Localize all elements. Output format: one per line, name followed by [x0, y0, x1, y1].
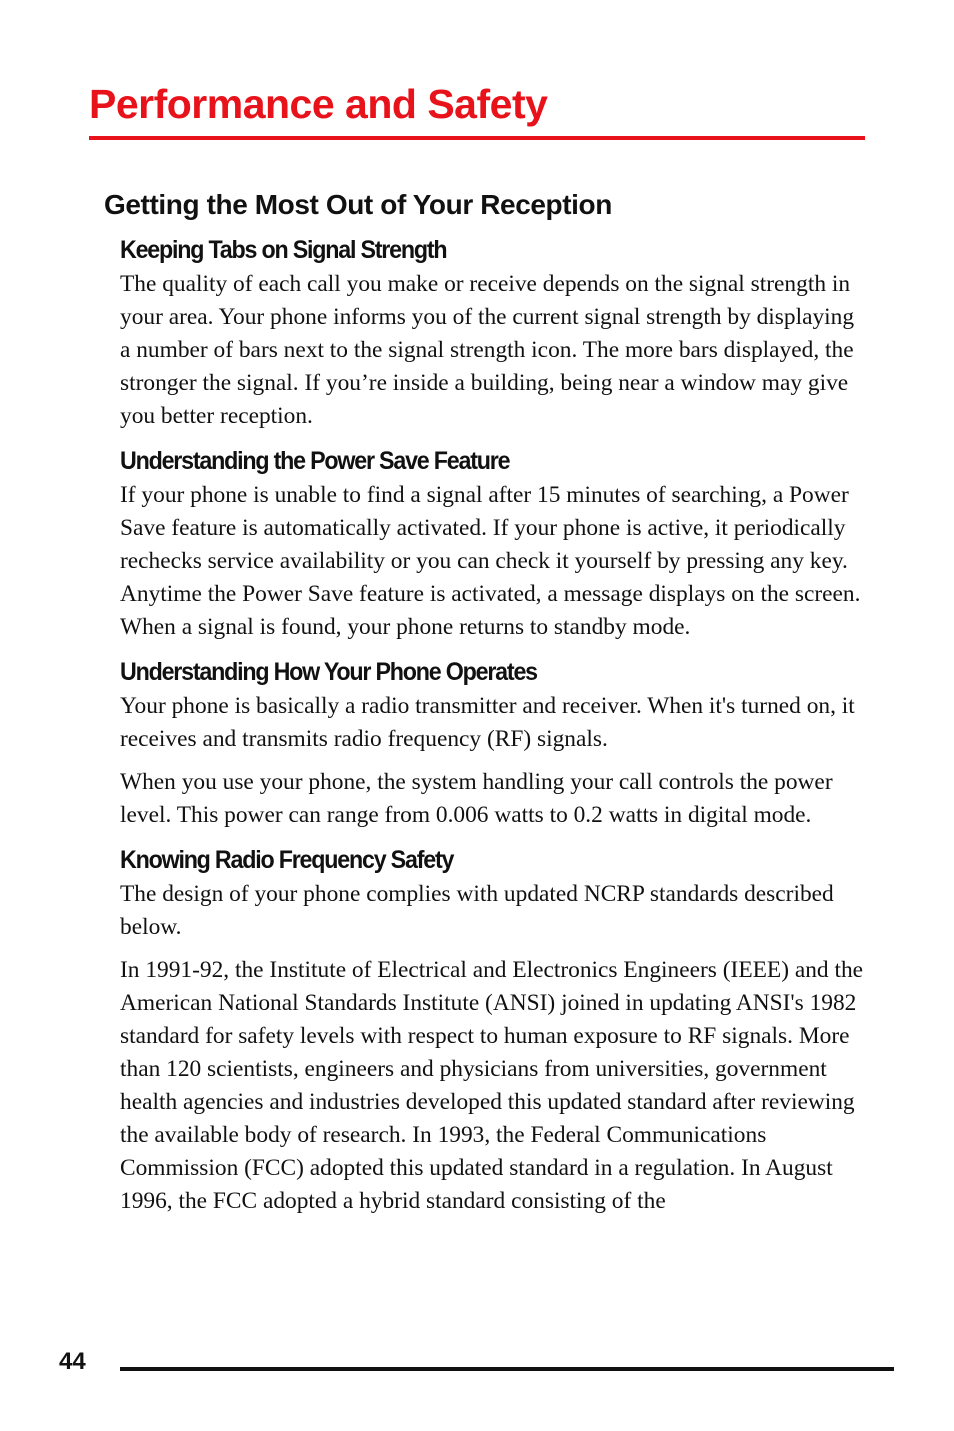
subheading-signal-strength: Keeping Tabs on Signal Strength	[120, 236, 447, 264]
footer-rule	[120, 1367, 894, 1371]
section-signal-strength	[120, 232, 870, 433]
paragraph: The design of your phone complies with updated NCRP standards described below.	[120, 881, 834, 940]
paragraph: When you use your phone, the system handling your call controls the power level. This power can range from 0.006 watts to 0.2 watts in digital mode.	[120, 769, 833, 828]
page-number: 44	[59, 1348, 86, 1375]
body-column	[120, 232, 870, 1228]
title-rule	[89, 136, 865, 140]
section-heading: Getting the Most Out of Your Reception	[104, 189, 612, 220]
section-phone-operates	[120, 654, 870, 832]
paragraph: The quality of each call you make or receive depends on the signal strength in your area. Your phone informs you of the current signal strength by displaying a number of bars next to the signal strength icon. The more bars displayed, the stronger the signal. If you’re inside a building, being near a window may give you better reception.	[120, 271, 855, 429]
paragraph: If your phone is unable to find a signal after 15 minutes of searching, a Power Save feature is automatically activated. If your phone is active, it periodically rechecks service availability or you can check it yourself by pressing any key. Anytime the Power Save feature is activated, a message displays on the screen. When a signal is found, your phone returns to standby mode.	[120, 482, 861, 640]
section-power-save	[120, 443, 870, 644]
section-rf-safety	[120, 842, 870, 1218]
paragraph: In 1991-92, the Institute of Electrical and Electronics Engineers (IEEE) and the American National Standards Institute (ANSI) joined in updating ANSI's 1982 standard for safety levels with respect to human exposure to RF signals. More than 120 scientists, engineers and physicians from universities, government health agencies and industries developed this updated standard after reviewing the available body of research. In 1993, the Federal Communications Commission (FCC) adopted this updated standard in a regulation. In August 1996, the FCC adopted a hybrid standard consisting of the	[120, 957, 864, 1214]
subheading-power-save: Understanding the Power Save Feature	[120, 447, 510, 475]
subheading-rf-safety: Knowing Radio Frequency Safety	[120, 846, 454, 874]
paragraph: Your phone is basically a radio transmitter and receiver. When it's turned on, it receives and transmits radio frequency (RF) signals.	[120, 693, 855, 752]
page-title: Performance and Safety	[89, 81, 548, 127]
subheading-phone-operates: Understanding How Your Phone Operates	[120, 658, 537, 686]
